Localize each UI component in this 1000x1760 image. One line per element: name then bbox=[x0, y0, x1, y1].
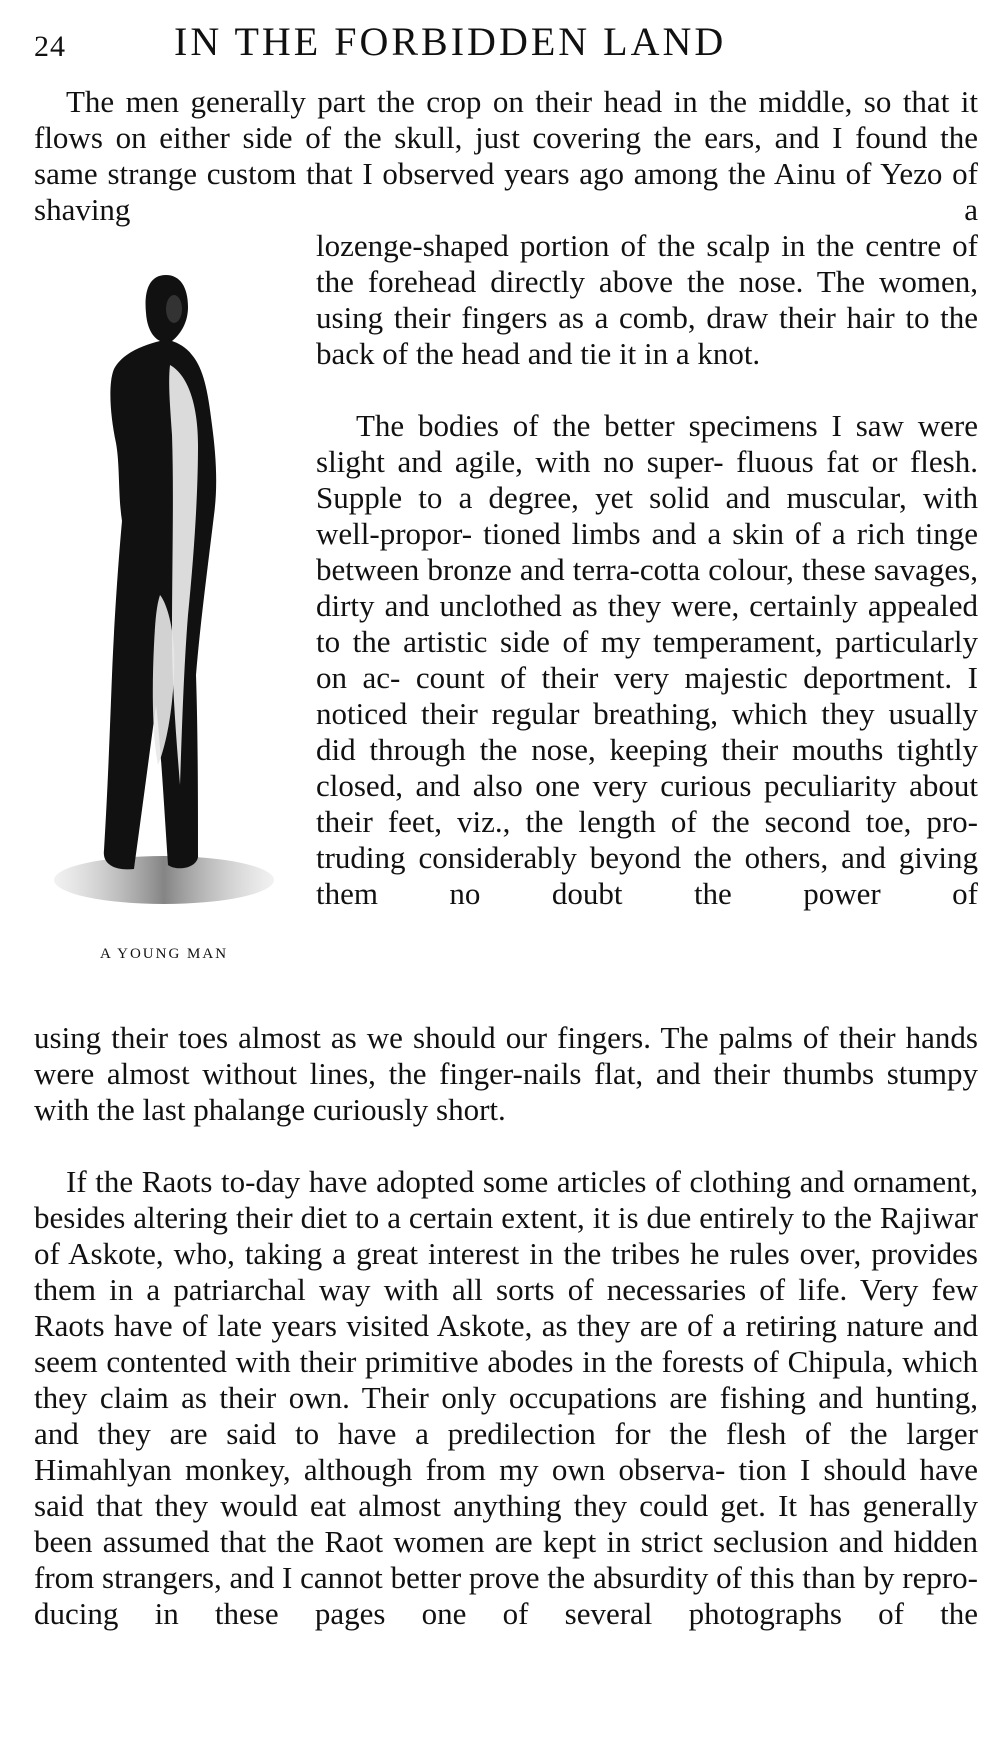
paragraph-2-tail: using their toes almost as we should our fingers. The palms of their hands were almost without lines, the finger-nails flat, and their thumbs stumpy with the last phalange curiously short. bbox=[34, 1020, 978, 1127]
paragraph-1-wrap: lozenge-shaped portion of the scalp in the centre of the forehead directly above the nose. The women, using their fingers as a comb, draw their hair to the back of the head and tie it in a knot. bbox=[316, 228, 978, 371]
page-number: 24 bbox=[34, 30, 66, 63]
figure-caption: A YOUNG MAN bbox=[99, 946, 229, 962]
running-title: IN THE FORBIDDEN LAND bbox=[174, 19, 727, 64]
paragraph-1-lead: The men generally part the crop on their head in the middle, so that it flows on either side of the skull, just covering the ears, and I found the same strange custom that I observed years ago among the Ainu of Yezo of shaving a bbox=[34, 84, 978, 227]
photograph-figure-icon bbox=[48, 265, 280, 915]
paragraph-3: If the Raots to-day have adopted some articles of clothing and ornament, besides altering their diet to a certain extent, it is due entirely to the Rajiwar of Askote, who, taking a great interest in the tribes he rules over, provides them in a patriarchal way with all sorts of necessaries of life. Very few Raots have of late years visited Askote, as they are of a retiring nature and seem contented with their primitive abodes in the forests of Chipula, which they claim as their own. Their only occupations are fishing and hunting, and they are said to have a predilection for the flesh of the larger Himahlyan monkey, although from my own observa- tion I should have said that they would eat almost anything they could get. It has generally been assumed that the Raot women are kept in strict seclusion and hidden from strangers, and I cannot better prove the absurdity of this than by repro- ducing in these pages one of several photographs of the bbox=[34, 1164, 978, 1631]
running-header bbox=[34, 18, 984, 68]
paragraph-2-wrap: The bodies of the better specimens I saw were slight and agile, with no super- fluous fat or flesh. Supple to a degree, yet solid and muscular, with well-propor- tioned limbs and a skin of a rich tinge between bronze and terra-cotta colour, these savages, dirty and unclothed as they were, certainly appealed to the artistic side of my temperament, particularly on ac- count of their very majestic deportment. I noticed their regular breathing, which they usually did through the nose, keeping their mouths tightly closed, and also one very curious peculiarity about their feet, viz., the length of the second toe, pro- truding considerably beyond the others, and giving them no doubt the power of bbox=[316, 408, 978, 911]
photograph-young-man bbox=[48, 265, 280, 915]
